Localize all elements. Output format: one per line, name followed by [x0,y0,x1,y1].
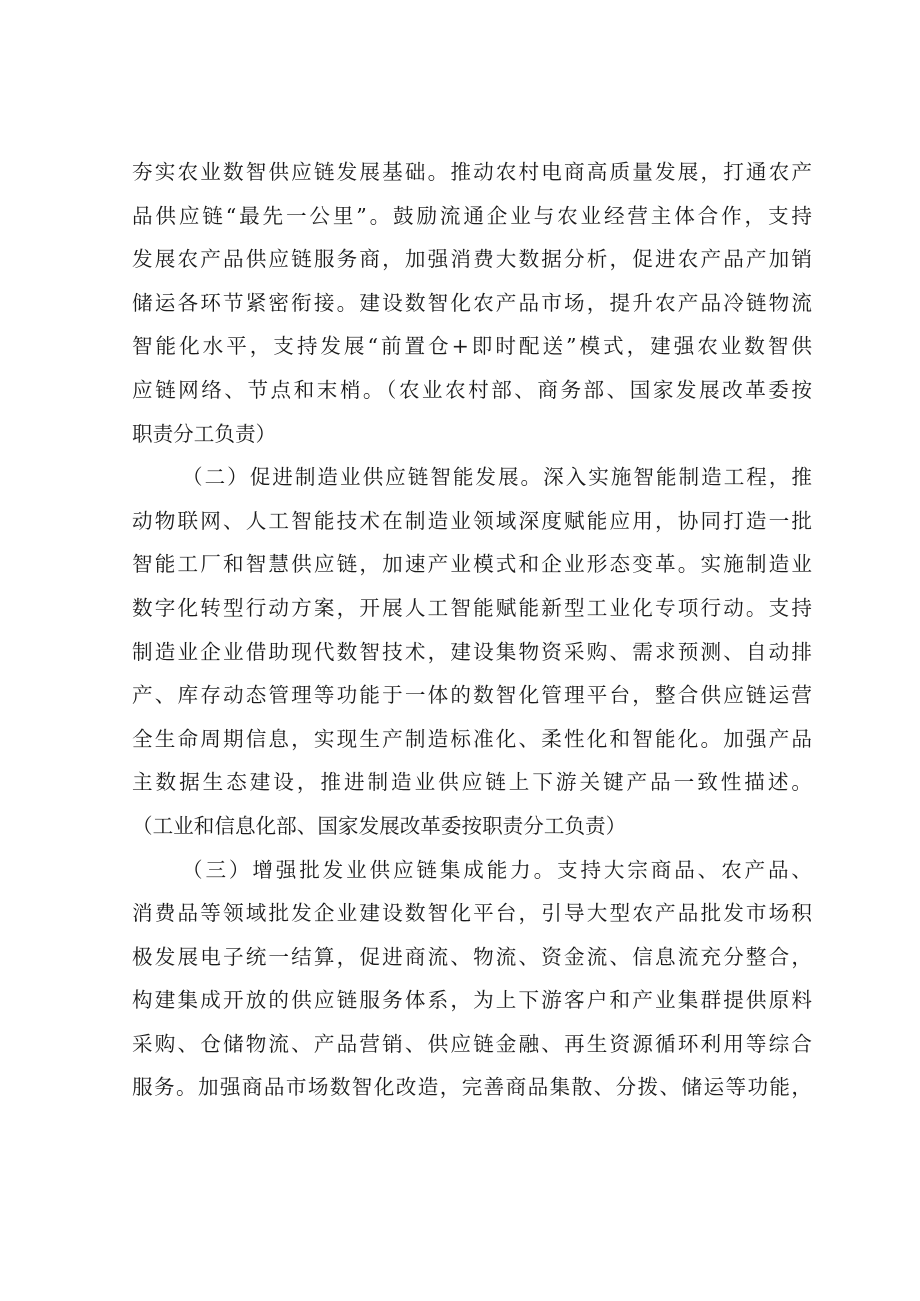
text-line: 品供应链“最先一公里”。鼓励流通企业与农业经营主体合作，支持 [132,203,812,228]
paragraph-3 [132,849,812,1111]
text-line: 职责分工负责） [132,421,277,446]
text-line: 储运各环节紧密衔接。建设数智化农产品市场，提升农产品冷链物流 [132,290,812,315]
text-line: （三）增强批发业供应链集成能力。支持大宗商品、农产品、 [182,857,812,882]
text-line: 制造业企业借助现代数智技术，建设集物资采购、需求预测、自动排 [132,639,812,664]
text-line: （二）促进制造业供应链智能发展。深入实施智能制造工程，推 [182,465,812,490]
text-line: 数字化转型行动方案，开展人工智能赋能新型工业化专项行动。支持 [132,595,812,620]
text-line: 采购、仓储物流、产品营销、供应链金融、再生资源循环利用等综合 [132,1031,812,1056]
paragraph-2 [132,456,812,848]
text-line: 智能化水平，支持发展“前置仓+即时配送”模式，建强农业数智供 [132,334,812,359]
text-line: 消费品等领域批发企业建设数智化平台，引导大型农产品批发市场积 [132,901,812,926]
text-line: 极发展电子统一结算，促进商流、物流、资金流、信息流充分整合， [132,944,812,969]
paragraph-1 [132,151,812,456]
document-body [132,151,812,1110]
text-line: 应链网络、节点和末梢。（农业农村部、商务部、国家发展改革委按 [132,377,812,402]
text-line: 产、库存动态管理等功能于一体的数智化管理平台，整合供应链运营 [132,683,812,708]
text-line: 全生命周期信息，实现生产制造标准化、柔性化和智能化。加强产品 [132,726,812,751]
text-line: 智能工厂和智慧供应链，加速产业模式和企业形态变革。实施制造业 [132,552,812,577]
text-line: 发展农产品供应链服务商，加强消费大数据分析，促进农产品产加销 [132,247,812,272]
text-line: 主数据生态建设，推进制造业供应链上下游关键产品一致性描述。 [132,770,812,795]
text-line: 构建集成开放的供应链服务体系，为上下游客户和产业集群提供原料 [132,988,812,1013]
text-line: 服务。加强商品市场数智化改造，完善商品集散、分拨、储运等功能， [132,1075,812,1100]
text-line: 动物联网、人工智能技术在制造业领域深度赋能应用，协同打造一批 [132,508,812,533]
text-line: 夯实农业数智供应链发展基础。推动农村电商高质量发展，打通农产 [132,160,812,184]
text-line: （工业和信息化部、国家发展改革委按职责分工负责） [132,813,627,838]
